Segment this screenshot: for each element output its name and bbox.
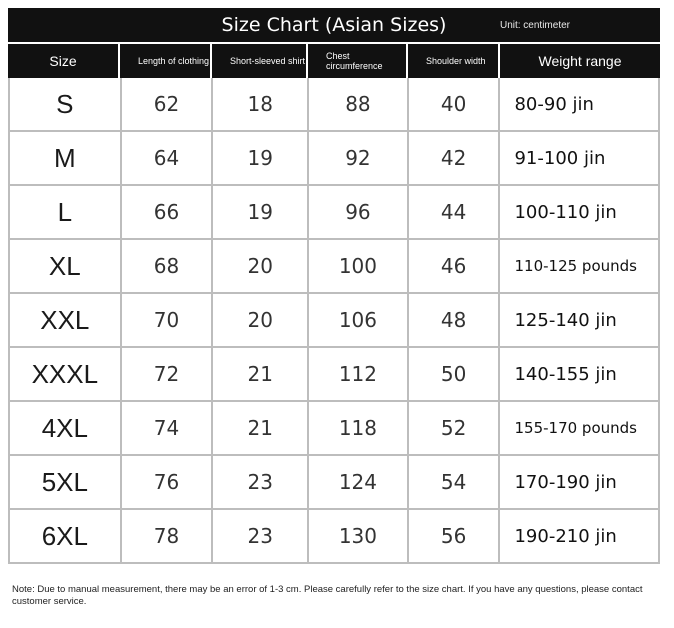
- table-row: [10, 294, 660, 348]
- chart-title: Size Chart (Asian Sizes): [221, 14, 447, 36]
- header-weight: Weight range: [538, 53, 622, 69]
- chest-cell: 88: [309, 78, 409, 132]
- chest-cell: 124: [309, 456, 409, 510]
- footnote: Note: Due to manual measurement, there may be an error of 1-3 cm. Please carefully refer to the size chart. If you have any questions, please contact customer service.: [12, 584, 643, 607]
- shoulder-cell: 54: [409, 456, 501, 510]
- weight-cell: 80-90 jin: [500, 78, 660, 132]
- weight-cell: 140-155 jin: [500, 348, 660, 402]
- header-row: [8, 42, 660, 78]
- length-cell: 66: [122, 186, 214, 240]
- weight-cell: 155-170 pounds: [500, 402, 660, 456]
- chest-cell: 112: [309, 348, 409, 402]
- length-cell: 76: [122, 456, 214, 510]
- sleeve-cell: 21: [213, 348, 309, 402]
- shoulder-cell: 42: [409, 132, 501, 186]
- table-row: [10, 456, 660, 510]
- table-row: [10, 132, 660, 186]
- length-cell: 62: [122, 78, 214, 132]
- unit-label: Unit: centimeter: [499, 20, 570, 31]
- weight-cell: 190-210 jin: [500, 510, 660, 564]
- sleeve-cell: 19: [213, 186, 309, 240]
- shoulder-cell: 46: [409, 240, 501, 294]
- sleeve-cell: 23: [213, 510, 309, 564]
- length-cell: 70: [122, 294, 214, 348]
- size-cell: M: [10, 132, 122, 186]
- chest-cell: 92: [309, 132, 409, 186]
- header-length: Length of clothing: [120, 44, 212, 78]
- length-cell: 72: [122, 348, 214, 402]
- size-cell: XL: [10, 240, 122, 294]
- shoulder-cell: 56: [409, 510, 501, 564]
- weight-cell: 91-100 jin: [500, 132, 660, 186]
- shoulder-cell: 48: [409, 294, 501, 348]
- chest-cell: 118: [309, 402, 409, 456]
- sleeve-cell: 18: [213, 78, 309, 132]
- table-row: [10, 402, 660, 456]
- size-cell: 4XL: [10, 402, 122, 456]
- chest-cell: 96: [309, 186, 409, 240]
- size-cell: XXL: [10, 294, 122, 348]
- weight-cell: 100-110 jin: [500, 186, 660, 240]
- shoulder-cell: 52: [409, 402, 501, 456]
- size-cell: XXXL: [10, 348, 122, 402]
- table-row: [10, 348, 660, 402]
- header-size: Size: [8, 44, 120, 78]
- size-cell: 6XL: [10, 510, 122, 564]
- header-chest: Chest circumference: [308, 44, 408, 78]
- weight-cell: 125-140 jin: [500, 294, 660, 348]
- size-cell: L: [10, 186, 122, 240]
- length-cell: 68: [122, 240, 214, 294]
- length-cell: 78: [122, 510, 214, 564]
- table-row: [10, 240, 660, 294]
- title-bar: [8, 8, 660, 42]
- sleeve-cell: 21: [213, 402, 309, 456]
- weight-cell: 110-125 pounds: [500, 240, 660, 294]
- sleeve-cell: 19: [213, 132, 309, 186]
- table-row: [10, 510, 660, 564]
- length-cell: 64: [122, 132, 214, 186]
- table-body: [8, 78, 660, 564]
- table-row: [10, 186, 660, 240]
- header-sleeve: Short-sleeved shirt: [212, 44, 308, 78]
- chest-cell: 106: [309, 294, 409, 348]
- shoulder-cell: 44: [409, 186, 501, 240]
- chest-cell: 100: [309, 240, 409, 294]
- sleeve-cell: 20: [213, 240, 309, 294]
- size-cell: S: [10, 78, 122, 132]
- size-cell: 5XL: [10, 456, 122, 510]
- length-cell: 74: [122, 402, 214, 456]
- weight-cell: 170-190 jin: [500, 456, 660, 510]
- shoulder-cell: 50: [409, 348, 501, 402]
- size-chart: [8, 8, 660, 564]
- header-shoulder: Shoulder width: [408, 44, 500, 78]
- sleeve-cell: 20: [213, 294, 309, 348]
- shoulder-cell: 40: [409, 78, 501, 132]
- sleeve-cell: 23: [213, 456, 309, 510]
- table-row: [10, 78, 660, 132]
- chest-cell: 130: [309, 510, 409, 564]
